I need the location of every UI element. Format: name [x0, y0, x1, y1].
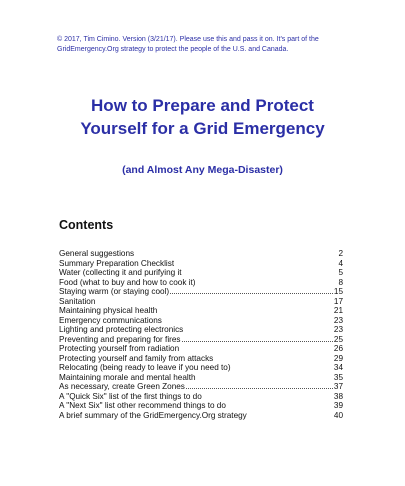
toc-entry[interactable]: [59, 249, 343, 259]
toc-entry[interactable]: [59, 306, 343, 316]
toc-entry-label: Preventing and preparing for fires: [59, 334, 181, 344]
toc-entry-label: A brief summary of the GridEmergency.Org strategy: [59, 410, 247, 420]
toc-dot-leader: [182, 335, 333, 342]
toc-entry-label: Relocating (being ready to leave if you need to): [59, 363, 231, 372]
toc-entry-label: Summary Preparation Checklist: [59, 258, 175, 268]
toc-entry[interactable]: [59, 344, 343, 354]
toc-entry[interactable]: [59, 287, 343, 297]
toc-entry[interactable]: [59, 278, 343, 288]
copyright-notice: © 2017, Tim Cimino. Version (3/21/17). Please use this and pass it on. It's part of the GridEmergency.Org strategy to protect the people of the U.S. and Canada.: [57, 36, 319, 53]
toc-entry[interactable]: [59, 373, 343, 383]
toc-spacer: [227, 401, 333, 408]
toc-entry-page-number: 26: [333, 344, 343, 353]
toc-entry-page-number: 35: [333, 372, 343, 382]
toc-spacer: [96, 297, 332, 304]
toc-entry-label: A "Quick Six" list of the first things to do: [59, 391, 202, 401]
toc-spacer: [135, 249, 337, 256]
toc-dot-leader: [170, 287, 333, 294]
toc-entry-page-number: 29: [333, 353, 343, 363]
toc-spacer: [197, 373, 333, 380]
toc-entry-page-number: 37: [333, 382, 343, 391]
toc-entry[interactable]: [59, 259, 343, 269]
toc-entry[interactable]: [59, 354, 343, 364]
toc-entry[interactable]: [59, 382, 343, 392]
toc-entry-page-number: 8: [338, 277, 343, 287]
toc-entry-label: Staying warm (or staying cool): [59, 287, 170, 296]
toc-dot-leader: [186, 382, 333, 389]
toc-spacer: [163, 316, 333, 323]
toc-entry[interactable]: [59, 297, 343, 307]
title-line-1: How to Prepare and Protect: [91, 96, 314, 115]
table-of-contents: [59, 249, 343, 420]
toc-spacer: [158, 306, 333, 313]
toc-entry-label: Emergency communications: [59, 315, 162, 325]
toc-entry-page-number: 5: [338, 268, 343, 277]
toc-entry-label: Protecting yourself from radiation: [59, 344, 180, 353]
toc-spacer: [175, 259, 337, 266]
toc-entry-page-number: 2: [338, 249, 343, 258]
toc-entry-label: General suggestions: [59, 249, 135, 258]
toc-entry-label: Sanitation: [59, 296, 96, 306]
toc-entry-label: Maintaining physical health: [59, 306, 158, 315]
title-line-2: Yourself for a Grid Emergency: [80, 119, 325, 138]
toc-entry-label: Maintaining morale and mental health: [59, 372, 196, 382]
toc-entry[interactable]: [59, 363, 343, 373]
toc-entry-page-number: 39: [333, 401, 343, 410]
toc-entry-page-number: 23: [333, 325, 343, 334]
toc-entry[interactable]: [59, 316, 343, 326]
toc-entry-page-number: 21: [333, 306, 343, 315]
toc-entry-page-number: 17: [333, 296, 343, 306]
toc-spacer: [183, 268, 338, 275]
document-title: [0, 94, 405, 140]
toc-spacer: [184, 325, 333, 332]
toc-entry-label: Protecting yourself and family from attacks: [59, 353, 214, 363]
toc-entry-label: Lighting and protecting electronics: [59, 325, 184, 334]
toc-entry[interactable]: [59, 411, 343, 421]
toc-spacer: [203, 392, 333, 399]
toc-spacer: [248, 411, 333, 418]
toc-entry[interactable]: [59, 401, 343, 411]
toc-entry[interactable]: [59, 335, 343, 345]
toc-entry-page-number: 38: [333, 391, 343, 401]
toc-spacer: [214, 354, 333, 361]
toc-entry[interactable]: [59, 268, 343, 278]
toc-entry-label: Water (collecting it and purifying it: [59, 268, 182, 277]
toc-entry-page-number: 34: [333, 363, 343, 372]
toc-spacer: [232, 363, 333, 370]
toc-entry-page-number: 15: [333, 287, 343, 296]
toc-entry-label: A "Next Six" list other recommend things to do: [59, 401, 226, 410]
toc-entry-page-number: 40: [333, 410, 343, 420]
toc-entry[interactable]: [59, 392, 343, 402]
toc-entry-page-number: 4: [338, 258, 343, 268]
toc-entry-label: Food (what to buy and how to cook it): [59, 277, 196, 287]
toc-spacer: [180, 344, 333, 351]
document-subtitle: (and Almost Any Mega-Disaster): [122, 164, 283, 176]
toc-spacer: [197, 278, 338, 285]
toc-entry-page-number: 25: [333, 334, 343, 344]
toc-entry[interactable]: [59, 325, 343, 335]
toc-entry-page-number: 23: [333, 315, 343, 325]
toc-entry-label: As necessary, create Green Zones: [59, 382, 185, 391]
contents-heading: Contents: [59, 218, 114, 232]
